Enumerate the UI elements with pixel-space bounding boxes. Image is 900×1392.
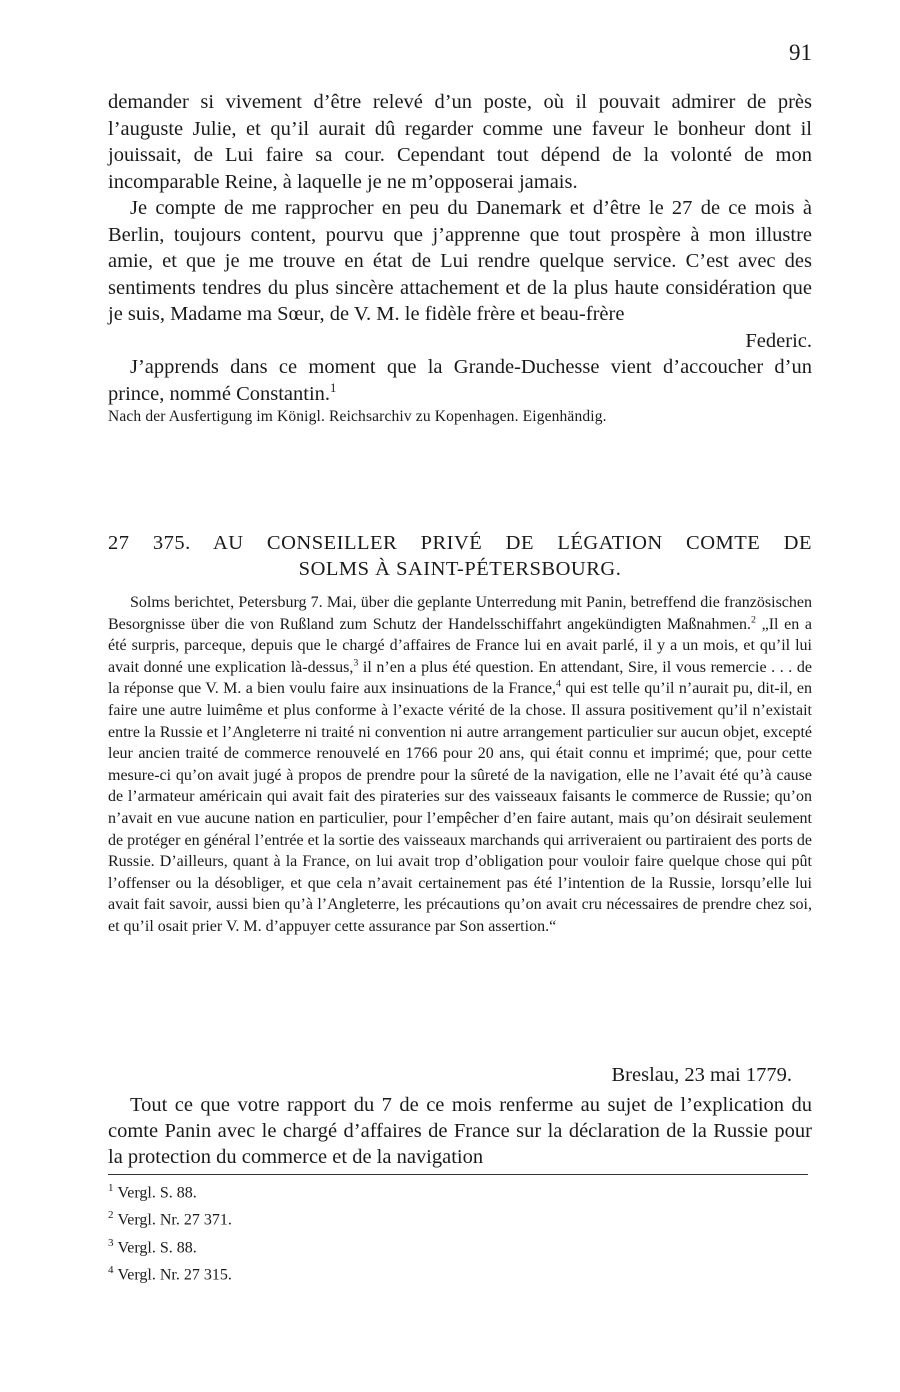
summary-part-a: Solms berichtet, Petersburg 7. Mai, über die geplante Unterredung mit Panin, betreffend die französischen Besorgnisse über die von Rußland zum Schutz der Handelsschiffahrt angekündigten Maßnahmen. <box>108 594 812 633</box>
footnote-1 <box>108 1177 508 1204</box>
summary-part-c: il n’en a plus été question. En attendant, Sire, il vous remercie . . . de la réponse que V. M. a bien voulu faire aux insinuations de la France, <box>108 658 812 698</box>
footnote-3 <box>108 1232 508 1259</box>
footnote-ref-3: 3 <box>353 657 359 669</box>
summary-part-b: „Il en a été surpris, parceque, depuis que le chargé d’affaires de France lui en avait parlé, il y a un mois, et qu’il lui avait donné une explication là-dessus, <box>108 615 813 676</box>
footnote-ref-1: 1 <box>330 380 337 395</box>
summary-part-d: qui est telle qu’il n’aurait pu, dit-il, en faire une autre luimême et plus conforme à l’exacte vérité de la chose. Il assura positivement qu’il n’existait entre la Russie et l’Angleterre ni traité ni convention ni autre arrangement particulier sur aucun objet, excepté leur ancien traité de commerce renouvelé en 1766 pour 20 ans, qui était connu et imprimé; que, pour cette mesure-ci qu’on avait jugé à propos de prendre pour la sûreté de la navigation, elle ne l’avait été qu’à cause de l’armateur américain qui avait fait des pirateries sur des vaisseaux faisants le commerce de Russie; qu’on n’avait en vue aucune nation en particulier, pour l’empêcher d’en faire autant, mais qu’on désirait seulement de protéger en général l’entrée et la sortie des vaisseaux marchands qui arriveraient ou partiraient des ports de Russie. D’ailleurs, quant à la France, on lui avait trop d’obligation pour vouloir faire quelque chose qui pût l’offenser ou la désobliger, et que cela n’avait certainement pas été l’intention de la Russie, lorsqu’elle lui avait fait savoir, aussi bien qu’à l’Angleterre, les précautions qu’on avait cru nécessaires de prendre chez soi, et qu’il osait prier V. M. d’appuyer cette assurance par Son assertion.“ <box>108 680 813 935</box>
footnote-text: Vergl. Nr. 27 371. <box>117 1211 232 1229</box>
heading-line-2: SOLMS À SAINT-PÉTERSBOURG. <box>298 558 622 580</box>
footnote-mark: 3 <box>108 1236 114 1249</box>
footnote-2 <box>108 1204 508 1231</box>
letter-signature: Federic. <box>745 329 812 352</box>
footnote-text: Vergl. Nr. 27 315. <box>117 1266 232 1284</box>
footnote-text: Vergl. S. 88. <box>117 1238 197 1256</box>
book-page <box>108 0 812 1392</box>
footnote-mark: 1 <box>108 1182 114 1194</box>
footnote-rule <box>108 1174 808 1175</box>
letter-paragraph-2: Je compte de me rapprocher en peu du Danemark et d’être le 27 de ce mois à Berlin, toujours content, pourvu que j’apprenne que tout prospère à mon illustre amie, et que je me trouve en état de Lui rendre quelque service. C’est avec des sentiments tendres du plus sincère attachement et de la plus haute considération que je suis, Madame ma Sœur, de V. M. le fidèle frère et beau-frère <box>108 197 812 325</box>
footnote-text: Vergl. S. 88. <box>117 1184 197 1202</box>
footnote-mark: 2 <box>108 1209 114 1222</box>
page-number: 91 <box>789 40 812 65</box>
reply-text <box>108 1092 812 1170</box>
date-line: Breslau, 23 mai 1779. <box>611 1064 792 1086</box>
summary-paragraph <box>108 592 812 938</box>
document-heading <box>108 530 812 582</box>
letter-body <box>108 89 812 426</box>
footnote-ref-4: 4 <box>555 679 561 691</box>
source-note: Nach der Ausfertigung im Königl. Reichsarchiv zu Kopenhagen. Eigenhändig. <box>108 408 607 425</box>
footnote-ref-2: 2 <box>751 614 756 626</box>
footnote-4 <box>108 1259 508 1286</box>
footnotes <box>108 1177 508 1286</box>
postscript-text: J’apprends dans ce moment que la Grande-Duchesse vient d’accoucher d’un prince, nommé Constantin. <box>108 356 812 405</box>
reply-paragraph: Tout ce que votre rapport du 7 de ce mois renferme au sujet de l’explication du comte Panin avec le chargé d’affaires de France sur la déclaration de la Russie pour la protection du commerce et de la navigation <box>108 1094 812 1168</box>
heading-line-1: 27 375. AU CONSEILLER PRIVÉ DE LÉGATION COMTE DE <box>108 532 812 554</box>
report-summary <box>108 592 812 938</box>
letter-paragraph-1: demander si vivement d’être relevé d’un poste, où il pouvait admirer de près l’auguste Julie, et qu’il aurait dû regarder comme une faveur le bonheur dont il jouissait, de Lui faire sa cour. Cependant tout dépend de la volonté de mon incomparable Reine, à laquelle je ne m’opposerai jamais. <box>108 91 812 193</box>
footnote-mark: 4 <box>108 1263 114 1276</box>
letter-postscript <box>108 354 812 407</box>
